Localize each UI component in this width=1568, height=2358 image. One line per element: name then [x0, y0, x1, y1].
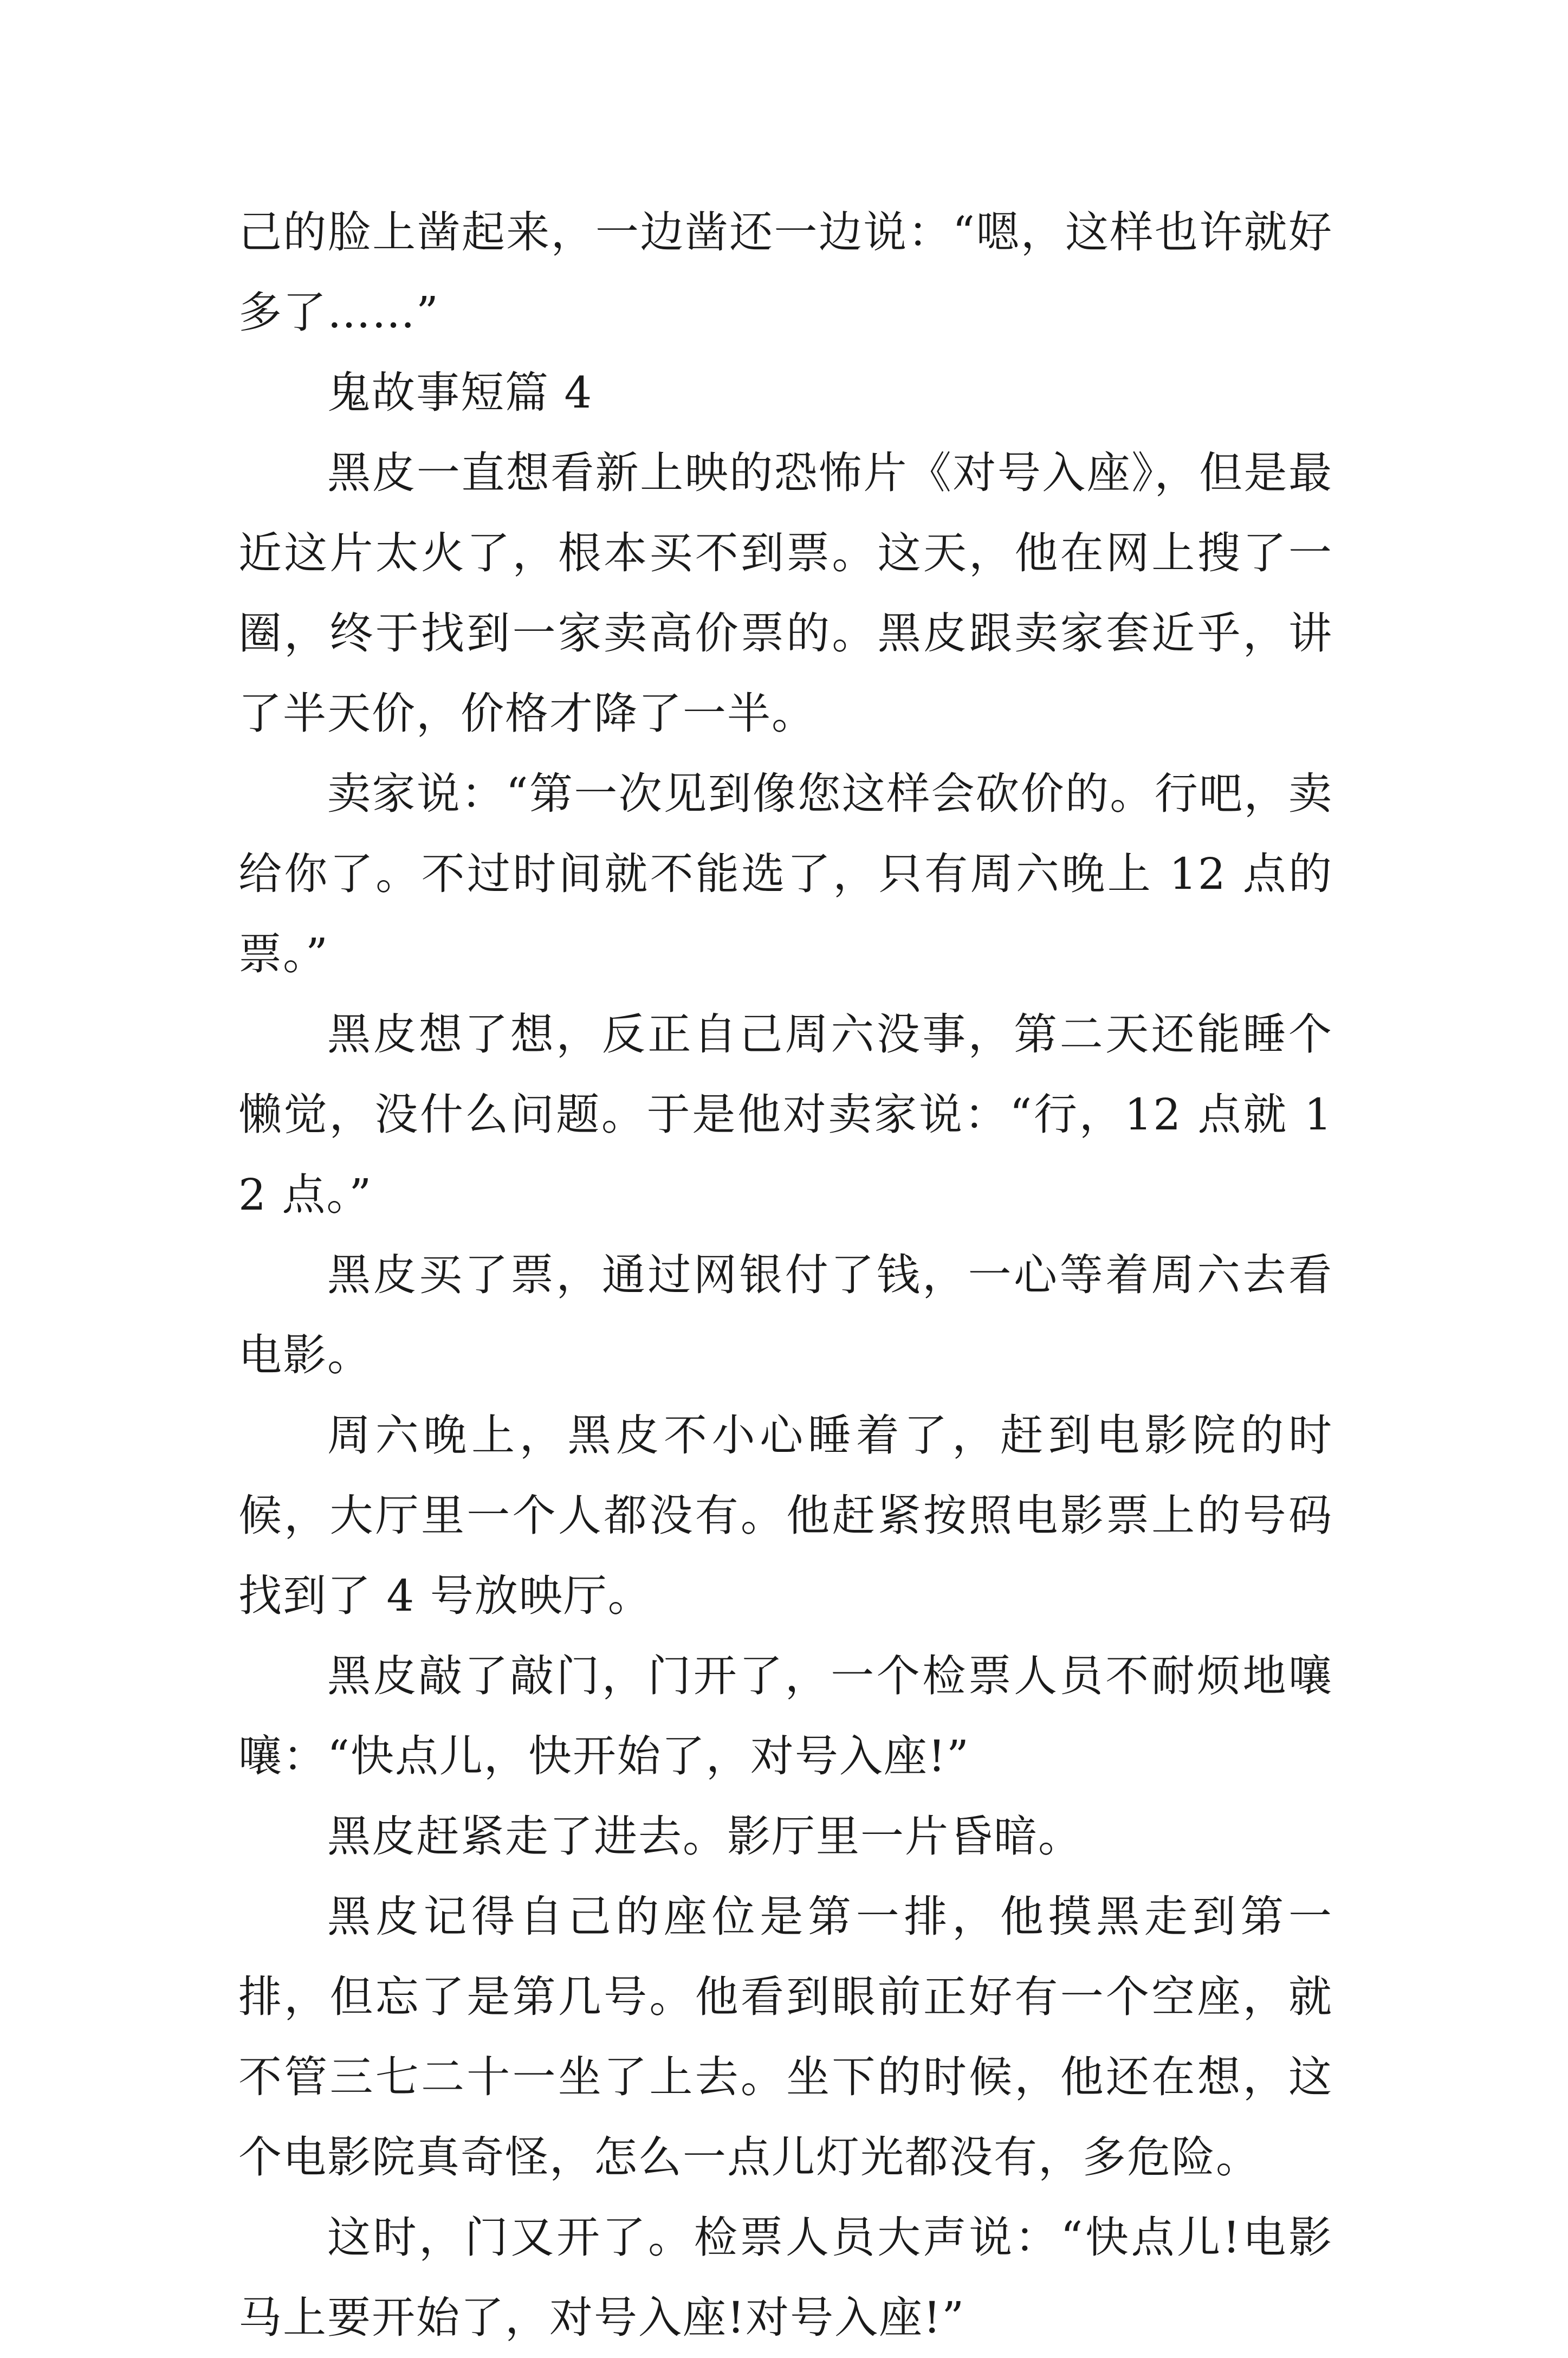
story-paragraph: 卖家说：“第一次见到像您这样会砍价的。行吧，卖给你了。不过时间就不能选了，只有周六晚上 12 点的票。” — [238, 768, 1333, 979]
story-paragraph: 这时，门又开了。检票人员大声说：“快点儿!电影马上要开始了，对号入座!对号入座!” — [238, 2212, 1333, 2343]
continuation-paragraph: 己的脸上凿起来，一边凿还一边说：“嗯，这样也许就好多了……” — [238, 207, 1333, 338]
story-paragraph: 黑皮一直想看新上映的恐怖片《对号入座》，但是最近这片太火了，根本买不到票。这天，他在网上搜了一圈，终于找到一家卖高价票的。黑皮跟卖家套近乎，讲了半天价，价格才降了一半。 — [238, 448, 1333, 739]
story-paragraph: 周六晚上，黑皮不小心睡着了，赶到电影院的时候，大厅里一个人都没有。他赶紧按照电影票上的号码找到了 4 号放映厅。 — [238, 1410, 1333, 1621]
story-paragraph: 黑皮敲了敲门，门开了，一个检票人员不耐烦地嚷嚷：“快点儿，快开始了，对号入座!” — [238, 1651, 1333, 1781]
story-paragraph: 黑皮买了票，通过网银付了钱，一心等着周六去看电影。 — [238, 1250, 1333, 1380]
story-paragraph: 黑皮赶紧走了进去。影厅里一片昏暗。 — [327, 1811, 1083, 1862]
document-body — [238, 192, 1333, 2358]
story-paragraph: 黑皮想了想，反正自己周六没事，第二天还能睡个懒觉，没什么问题。于是他对卖家说：“行，12 点就 12 点。” — [238, 1009, 1333, 1220]
story-paragraph: 黑皮记得自己的座位是第一排，他摸黑走到第一排，但忘了是第几号。他看到眼前正好有一个空座，就不管三七二十一坐了上去。坐下的时候，他还在想，这个电影院真奇怪，怎么一点儿灯光都没有，多危险。 — [238, 1891, 1333, 2182]
section-title: 鬼故事短篇 4 — [327, 367, 593, 418]
